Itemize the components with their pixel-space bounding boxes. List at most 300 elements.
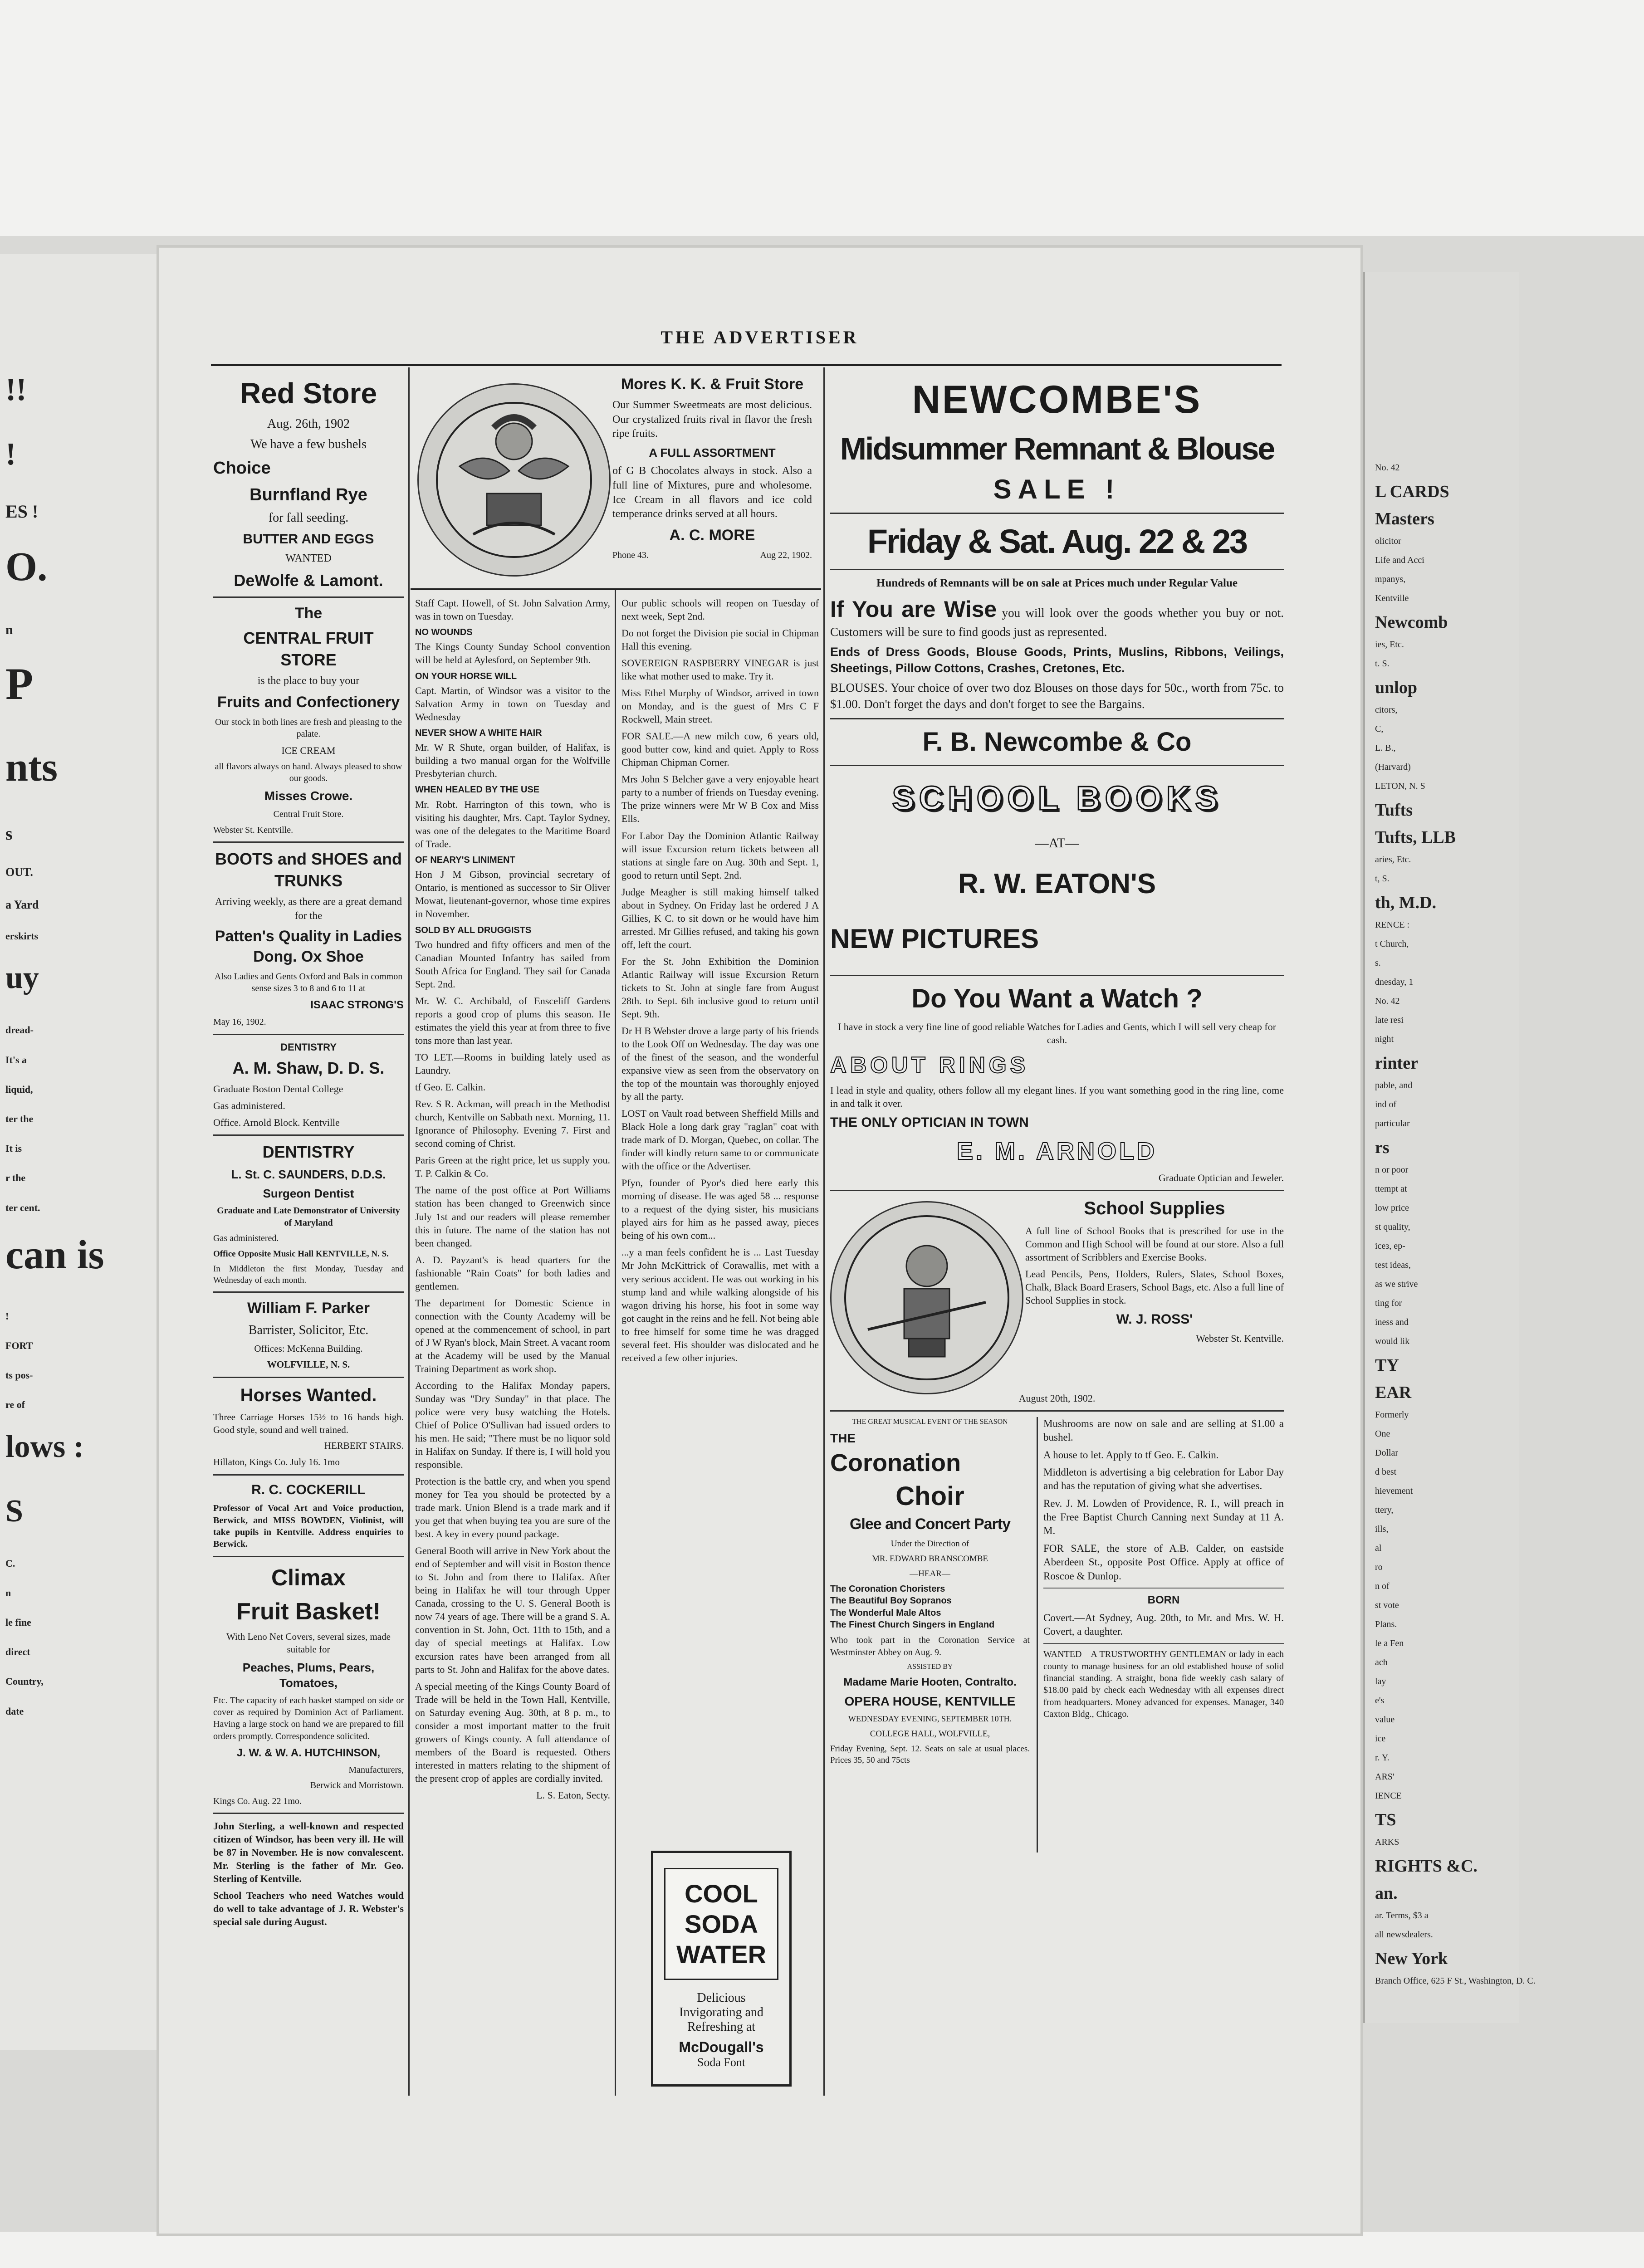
section-rule [411, 588, 821, 590]
fragment-text: liquid, [5, 1083, 33, 1095]
ad-phone: Phone 43. [612, 550, 649, 560]
card-text: Barrister, Solicitor, Etc. [248, 1323, 369, 1337]
ad-subhead: WHEN HEALED BY THE USE [415, 785, 540, 795]
ad-title: BOOTS and SHOES and TRUNKS [215, 850, 402, 890]
fragment-text: ro [1375, 1562, 1383, 1572]
news-item: Mushrooms are now on sale and are selling at $1.00 a bushel. [1043, 1418, 1284, 1443]
newcombe-ad [830, 374, 1284, 759]
fragment-text: C. [5, 1557, 15, 1569]
ad-text: Soda Font [697, 2056, 746, 2069]
ad-title: NEW PICTURES [830, 924, 1039, 954]
wanted-notice: WANTED—A TRUSTWORTHY GENTLEMAN or lady in each county to manage business for an old established house of solid financial standing. A straight, bona fide weekly cash salary of $18.00 paid by check each Wednesday with all expenses direct from headquarters. Money advanced for expenses. Manager, 340 Caxton Bldg., Chicago. [1043, 1649, 1284, 1720]
ad-title: SCHOOL BOOKS [892, 779, 1222, 817]
fragment-text: New York [1375, 1949, 1448, 1968]
born-heading: BORN [1147, 1593, 1180, 1606]
fragment-text: P [5, 659, 34, 709]
ad-text: Lead Pencils, Pens, Holders, Rulers, Slates, School Boxes, Chalk, Black Board Erasers, School Bags, etc. Also a full line of School Supplies in stock. [1025, 1268, 1284, 1306]
fragment-text: iness and [1375, 1317, 1409, 1327]
fragment-text: EAR [1375, 1383, 1412, 1402]
ad-text: Our Summer Sweetmeats are most delicious. Our crystalized fruits rival in flavor the fresh ripe fruits. [612, 399, 812, 440]
fragment-text: le fine [5, 1617, 31, 1628]
fragment-text: L. B., [1375, 743, 1396, 753]
news-item: Mr. W. C. Archibald, of Ensceliff Gardens reports a good crop of plums this season. He estimates the yield this year at from three to five tons more than last year. [415, 995, 610, 1046]
fragment-text: direct [5, 1646, 30, 1658]
ad-text: —HEAR— [910, 1569, 950, 1579]
fragment-text: iceз, ep- [1375, 1241, 1405, 1251]
cockerill-card [213, 1481, 404, 1550]
fragment-text: ind of [1375, 1100, 1397, 1110]
news-item: Our public schools will reopen on Tuesday of next week, Sept 2nd. [621, 597, 819, 622]
ad-text: Arriving weekly, as there are a great demand for the [215, 896, 402, 921]
fragment-text: ter the [5, 1113, 34, 1124]
ad-text: ICE CREAM [281, 744, 336, 756]
fragment-text: d best [1375, 1467, 1397, 1477]
fragment-text: citors, [1375, 705, 1398, 715]
fragment-text: lows : [5, 1429, 84, 1464]
boots-shoes-ad [213, 848, 404, 1028]
fragment-text: No. 42 [1375, 463, 1400, 473]
fragment-text: ttempt at [1375, 1184, 1407, 1194]
ad-text: Patten's Quality in Ladies Dong. Ox Shoe [215, 927, 402, 965]
fragment-text: ach [1375, 1657, 1388, 1667]
ad-text: Central Fruit Store. [273, 809, 344, 820]
fragment-text: ar. Terms, $3 a [1375, 1911, 1429, 1921]
news-item: Dr H B Webster drove a large party of his friends to the Look Off on Wednesday. The day was one of the finest of the season, and the wonderful expansive view as seen from the observatory on the top of the mountain was thoroughly enjoyed by all the party. [621, 1025, 819, 1103]
ad-text: Webster St. Kentville. [1196, 1333, 1284, 1344]
fragment-text: ES ! [5, 501, 39, 522]
column-divider [1037, 1417, 1038, 1853]
red-store-ad [213, 374, 404, 591]
local-notices [1043, 1417, 1284, 1724]
arnold-ad [830, 982, 1284, 1184]
fragment-text: olicitor [1375, 536, 1401, 546]
ad-firm: DeWolfe & Lamont. [234, 571, 383, 590]
fragment-text: can is [5, 1232, 104, 1277]
fragment-text: ttery, [1375, 1505, 1394, 1515]
news-item: Hon J M Gibson, provincial secretary of Ontario, is mentioned as successor to Sir Oliver Mowat, lieutenant-governor, whose time expires in November. [415, 869, 610, 920]
fragment-text: Newcomb [1375, 613, 1448, 632]
climax-basket-ad [213, 1563, 404, 1807]
ad-subhead: SOLD BY ALL DRUGGISTS [415, 925, 532, 935]
fragment-text: t Church, [1375, 939, 1409, 949]
card-name: R. C. COCKERILL [251, 1482, 366, 1497]
ad-heading: ABOUT RINGS [830, 1052, 1029, 1078]
ad-text: BUTTER AND EGGS [243, 531, 374, 547]
ad-text: Fruits and Confectionery [217, 694, 400, 711]
news-item: Protection is the battle cry, and when you spend money for Tea you should be protected by a trade mark. Union Blend is a trade mark and if you get that when buying tea you are sure of the best. A key in every pound package. [415, 1476, 610, 1540]
news-item: FOR SALE.—A new milch cow, 6 years old, good butter cow, kind and quiet. Apply to Ross Chipman Chipman Corner. [621, 730, 819, 768]
ad-text: Burnfland Rye [250, 485, 367, 504]
fragment-text: !! [5, 372, 27, 407]
news-item: FOR SALE, the store of A.B. Calder, on eastside Aberdeen St., opposite Post Office. Apply at office of Roscoe & Dunlop. [1043, 1542, 1284, 1582]
fragment-text: C, [1375, 724, 1384, 734]
cupid-engraving [417, 383, 611, 577]
fragment-text: Masters [1375, 509, 1434, 528]
fragment-text: Tufts, LLB [1375, 828, 1456, 847]
ad-date: August 20th, 1902. [1018, 1392, 1096, 1404]
ad-text: HERBERT STAIRS. [324, 1440, 404, 1452]
fragment-text: TY [1375, 1356, 1399, 1375]
fragment-text: n of [1375, 1581, 1390, 1591]
ad-firm: F. B. Newcombe & Co [922, 727, 1192, 757]
ad-title: Midsummer Remnant & Blouse [840, 430, 1274, 466]
ad-date: WEDNESDAY EVENING, SEPTEMBER 10TH. [848, 1714, 1012, 1723]
ad-firm: E. M. ARNOLD [957, 1137, 1157, 1165]
fragment-text: ies, Etc. [1375, 640, 1404, 650]
more-ad-text [612, 374, 812, 565]
ad-subhead: ON YOUR HORSE WILL [415, 671, 517, 681]
column-divider [823, 367, 825, 2096]
fragment-text: mpanys, [1375, 574, 1406, 584]
card-name: A. M. Shaw, D. D. S. [232, 1058, 385, 1077]
fragment-text: OUT. [5, 865, 33, 879]
fragment-text: nts [5, 745, 58, 790]
fragment-text: ts pos- [5, 1369, 33, 1381]
fragment-text: re of [5, 1399, 25, 1411]
ad-text: Our stock in both lines are fresh and pleasing to the palate. [215, 717, 402, 739]
ad-text: of G B Chocolates always in stock. Also a full line of Mixtures, pure and wholesome. Ice Cream in all flavors and ice cold temperance drinks served at all hours. [612, 465, 812, 520]
ad-title: Red Store [240, 377, 377, 410]
fragment-text: th, M.D. [1375, 893, 1437, 912]
ad-text: Also Ladies and Gents Oxford and Bals in common sense sizes 3 to 8 and 6 to 11 at [214, 971, 403, 994]
ad-text: for fall seeding. [268, 510, 349, 525]
cupid-illustration-icon [432, 398, 596, 562]
news-item: For the St. John Exhibition the Dominion Atlantic Railway will issue Excursion Return tickets to St. John at single fare from August 28th. to Sept. 6th inclusive good to return until Sept. 9th. [621, 955, 819, 1020]
fragment-text: LETON, N. S [1375, 781, 1425, 791]
card-text: Surgeon Dentist [263, 1187, 354, 1201]
fragment-text: night [1375, 1034, 1394, 1044]
fragment-text: ice [1375, 1734, 1386, 1744]
news-item: Rev. S R. Ackman, will preach in the Methodist church, Kentville on Sabbath next. Morning, 11. Ignorance of Philosophy. Evening 7. First and second coming of Christ. [415, 1098, 610, 1149]
ad-text: Berwick and Morristown. [310, 1780, 404, 1791]
fragment-text: Dollar [1375, 1448, 1399, 1458]
ad-text: Graduate Optician and Jeweler. [1158, 1172, 1284, 1183]
fragment-text: ter cent. [5, 1202, 40, 1213]
ad-firm: Misses Crowe. [264, 789, 353, 803]
news-item: Rev. J. M. Lowden of Providence, R. I., will preach in the Free Baptist Church Canning next Sunday at 11 A. M. [1043, 1497, 1284, 1537]
fragment-text: Formerly [1375, 1410, 1409, 1420]
card-text: In Middleton the first Monday, Tuesday and Wednesday of each month. [213, 1264, 404, 1285]
ad-firm: McDougall's [679, 2039, 764, 2056]
born-notice: Covert.—At Sydney, Aug. 20th, to Mr. and Mrs. W. H. Covert, a daughter. [1043, 1612, 1284, 1637]
card-text: WOLFVILLE, N. S. [267, 1359, 350, 1370]
card-name: L. St. C. SAUNDERS, D.D.S. [231, 1167, 386, 1181]
fragment-text: erskirts [5, 930, 39, 942]
ad-title: COOL [685, 1879, 758, 1908]
news-item: Capt. Martin, of Windsor was a visitor to the Salvation Army in town on Tuesday and Wednesday [415, 684, 610, 723]
fragment-text: ARS' [1375, 1772, 1394, 1782]
ad-text: Under the Direction of [890, 1539, 969, 1549]
news-item: Staff Capt. Howell, of St. John Salvation Army, was in town on Tuesday. [415, 597, 610, 622]
ad-text: BLOUSES. Your choice of over two doz Blouses on those days for 50c., worth from 75c. to $1.00. Don't forget the days and don't forget to see the Bargains. [830, 681, 1284, 711]
news-item: TO LET.—Rooms in building lately used as Laundry. [415, 1051, 610, 1076]
ad-text: Hundreds of Remnants will be on sale at Prices much under Regular Value [876, 577, 1238, 590]
fragment-text: Country, [5, 1676, 44, 1687]
saunders-dentist-card [213, 1141, 404, 1286]
fragment-text: RENCE : [1375, 920, 1410, 930]
ad-text: The Coronation Choristers [830, 1584, 945, 1594]
ad-text: THE GREAT MUSICAL EVENT OF THE SEASON [852, 1418, 1008, 1426]
fragment-text: st quality, [1375, 1222, 1410, 1232]
fragment-text: all newsdealers. [1375, 1930, 1433, 1940]
ad-title: Choir [895, 1481, 964, 1511]
coronation-choir-ad [830, 1417, 1030, 1769]
ad-title: Do You Want a Watch ? [911, 984, 1203, 1014]
fragment-text: L CARDS [1375, 482, 1449, 501]
card-text: Professor of Vocal Art and Voice production, Berwick, and MISS BOWDEN, Violinist, will take pupils in Kentville. Address enquiries to Berwick. [213, 1503, 404, 1549]
ad-firm: R. W. EATON'S [958, 868, 1156, 900]
fragment-text: rs [1375, 1138, 1390, 1157]
ad-text: The Finest Church Singers in England [830, 1620, 995, 1630]
fragment-text: al [1375, 1543, 1382, 1553]
fragment-text: an. [1375, 1884, 1398, 1903]
ad-title: Horses Wanted. [240, 1385, 377, 1405]
fragment-text: O. [5, 544, 48, 589]
ad-venue: COLLEGE HALL, WOLFVILLE, [870, 1729, 990, 1739]
fragment-text: r. Y. [1375, 1753, 1390, 1763]
news-item: A house to let. Apply to tf Geo. E. Calkin. [1043, 1449, 1219, 1461]
fragment-text: (Harvard) [1375, 762, 1411, 772]
news-item: General Booth will arrive in New York about the end of September and will visit in Boston thence to St. John and from there to Halifax. After being in Halifax he will tour through Upper Canada, crossing to the U. S. General Booth is now 74 years of age. There will be a grand S. A. convention in St. John, Oct. 11th to 15th, and a day of special meetings at Halifax. Low excursion rates have been arranged from all parts to St. John and Halifax for the above dates. [415, 1545, 610, 1675]
ross-ad-text [1025, 1197, 1284, 1349]
ad-subhead: NO WOUNDS [415, 627, 473, 638]
ad-text: THE [830, 1431, 856, 1446]
ad-title: Coronation [830, 1449, 961, 1476]
news-item: John Sterling, a well-known and respected citizen of Windsor, has been very ill. He will be 87 in November. He is now convalescent. Mr. Sterling is the father of Mr. Geo. Sterling of Kentville. [213, 1820, 404, 1885]
fragment-text: IENCE [1375, 1791, 1402, 1801]
fragment-text: dread- [5, 1024, 34, 1036]
card-text: Graduate and Late Demonstrator of University of Maryland [217, 1206, 400, 1228]
ad-title: NEWCOMBE'S [912, 378, 1202, 421]
ad-title: WATER [676, 1940, 767, 1969]
newspaper-page [157, 245, 1363, 2236]
ad-title: School Supplies [1084, 1198, 1225, 1218]
right-page-fragment [1363, 272, 1536, 2023]
card-heading: DENTISTRY [280, 1041, 337, 1053]
column-divider [408, 367, 410, 2096]
fragment-text: One [1375, 1429, 1390, 1439]
card-text: Offices: McKenna Building. [254, 1343, 363, 1354]
ad-date: May 16, 1902. [213, 1017, 266, 1027]
fragment-text: t. S. [1375, 659, 1390, 669]
masthead: THE ADVERTISER [661, 327, 859, 347]
news-item: Do not forget the Division pie social in Chipman Hall this evening. [621, 627, 819, 652]
ad-subhead: NEVER SHOW A WHITE HAIR [415, 728, 542, 738]
ad-text: Delicious Invigorating and Refreshing at [679, 1991, 763, 2034]
ad-text: is the place to buy your [257, 675, 360, 687]
news-item: tf Geo. E. Calkin. [415, 1081, 486, 1093]
left-page-fragment [0, 254, 158, 2050]
fragment-text: would lik [1375, 1336, 1410, 1346]
fragment-text: s [5, 823, 13, 844]
news-item: For Labor Day the Dominion Atlantic Railway will issue Excursion return tickets between all stations at single fare on Aug. 30th and Sept. 1, good to return until Sept. 2nd. [621, 830, 819, 881]
news-item: ...y a man feels confident he is ... Last Tuesday Mr John McKittrick of Corawallis, met with a very serious accident. He was out working in his stump land and while walking alongside of his wagon driving his horse, his foot in some way got caught in the reins and he fell. Not being able to free himself for some time he was dragged several feet. His shoulder was dislocated and he received a few other injuries. [621, 1246, 819, 1364]
fragment-text: lay [1375, 1677, 1386, 1686]
ad-text: The Wonderful Male Altos [830, 1608, 941, 1618]
shaw-dentist-card [213, 1041, 404, 1129]
fragment-text: ! [5, 437, 16, 472]
fragment-text: dnesday, 1 [1375, 977, 1414, 987]
fragment-text: Kentville [1375, 593, 1409, 603]
fragment-text: hievement [1375, 1486, 1413, 1496]
fragment-text: le a Fen [1375, 1638, 1404, 1648]
ad-text: Three Carriage Horses 15½ to 16 hands high. Good style, sound and well trained. [213, 1411, 404, 1435]
masthead-rule [211, 364, 1282, 366]
bottom-right-block [830, 1417, 1284, 1853]
ad-text: all flavors always on hand. Always pleased to show our goods. [215, 761, 402, 784]
ad-venue: OPERA HOUSE, KENTVILLE [844, 1694, 1016, 1709]
news-item: L. S. Eaton, Secty. [536, 1789, 610, 1801]
news-item: A. D. Payzant's is head quarters for the fashionable "Rain Coats" for both ladies and gentlemen. [415, 1254, 610, 1292]
fragment-text: Plans. [1375, 1619, 1397, 1629]
fragment-text: unlop [1375, 678, 1417, 697]
news-item: The name of the post office at Port Williams station has been changed to Greenwich since July 1st and our readers will please remember this in future. The name of the station has not been changed. [415, 1184, 610, 1249]
fragment-text: low price [1375, 1203, 1409, 1213]
ad-subtitle: Glee and Concert Party [849, 1515, 1010, 1533]
ad-dates: Friday & Sat. Aug. 22 & 23 [867, 522, 1247, 560]
news-item: The Kings County Sunday School convention will be held at Aylesford, on September 9th. [415, 641, 610, 666]
fragment-text: aries, Etc. [1375, 855, 1411, 865]
fragment-text: RIGHTS &C. [1375, 1857, 1478, 1876]
ad-text: I have in stock a very fine line of good reliable Watches for Ladies and Gents, which I will sell very cheap for cash. [837, 1021, 1277, 1046]
news-item: Miss Ethel Murphy of Windsor, arrived in town on Monday, and is the guest of Mrs C F Rockwell, Main street. [621, 687, 819, 725]
fragment-text: date [5, 1705, 24, 1717]
fragment-text: Branch Office, 625 F St., Washington, D. C. [1375, 1976, 1536, 1986]
ad-firm: J. W. & W. A. HUTCHINSON, [236, 1747, 381, 1760]
fragment-text: n [5, 1587, 11, 1598]
ad-heading: If You are Wise [830, 596, 997, 622]
school-engraving [830, 1201, 1023, 1394]
more-ad [413, 374, 819, 587]
fragment-text: st vote [1375, 1600, 1399, 1610]
column-2 [415, 596, 610, 2093]
news-item: Mrs John S Belcher gave a very enjoyable heart party to a number of friends on Tuesday evening. The prize winners were Mr W B Cox and Miss Ells. [621, 773, 819, 825]
eaton-ad [830, 772, 1284, 969]
ad-text: A full line of School Books that is prescribed for use in the Common and High School will be found at our store. Also a full assortment of Scribblers and Exercise Books. [1025, 1225, 1284, 1263]
ad-heading: THE ONLY OPTICIAN IN TOWN [830, 1115, 1029, 1130]
ad-firm: A. C. MORE [669, 526, 755, 544]
fragment-text: r the [5, 1172, 26, 1184]
fragment-text: ! [5, 1310, 9, 1322]
card-text: Gas administered. [213, 1100, 285, 1112]
fragment-text: n or poor [1375, 1165, 1409, 1175]
ad-date: Aug 22, 1902. [760, 550, 812, 560]
card-name: William F. Parker [247, 1299, 370, 1317]
ad-text: Manufacturers, [348, 1765, 404, 1775]
column-4 [830, 374, 1284, 2098]
ad-text: Hillaton, Kings Co. July 16. 1mo [213, 1456, 340, 1467]
card-text: Office. Arnold Block. Kentville [213, 1117, 340, 1129]
wise-paragraph [830, 594, 1284, 640]
central-fruit-ad [213, 603, 404, 836]
ad-text: Ends of Dress Goods, Blouse Goods, Prints, Muslins, Ribbons, Veilings, Sheetings, Pillow Cottons, Crashes, Cretones, Etc. [830, 645, 1284, 675]
column-divider [615, 590, 616, 2096]
ad-subhead: OF NEARY'S LINIMENT [415, 855, 515, 865]
ross-school-supplies-ad [830, 1197, 1284, 1392]
fragment-text: e's [1375, 1696, 1385, 1706]
fragment-text: ting for [1375, 1298, 1402, 1308]
fragment-text: FORT [5, 1340, 33, 1351]
fragment-text: value [1375, 1715, 1395, 1725]
ad-text: The [294, 605, 323, 622]
fragment-text: particular [1375, 1119, 1410, 1129]
ad-title: CENTRAL FRUIT STORE [243, 629, 374, 669]
ad-text: Webster St. Kentville. [213, 825, 294, 835]
ad-title: Climax [271, 1564, 346, 1590]
ad-text: Who took part in the Coronation Service at Westminster Abbey on Aug. 9. [830, 1635, 1030, 1657]
ad-heading: A FULL ASSORTMENT [649, 445, 776, 459]
column-1 [213, 374, 404, 2093]
parker-card [213, 1298, 404, 1371]
news-item: SOVEREIGN RASPBERRY VINEGAR is just like what mother used to make. Try it. [621, 657, 819, 682]
news-item: Paris Green at the right price, let us supply you. T. P. Calkin & Co. [415, 1154, 610, 1179]
fragment-text: n [5, 622, 13, 637]
fragment-text: a Yard [5, 898, 39, 911]
card-text: Graduate Boston Dental College [213, 1083, 343, 1095]
news-item: Middleton is advertising a big celebration for Labor Day and has the reputation of giving what she advertises. [1043, 1466, 1284, 1492]
fragment-text: S [5, 1493, 23, 1529]
ad-text: Etc. The capacity of each basket stamped on side or cover as required by Dominion Act of Parliament. Having a large stock on hand we are prepared to fill orders promptly. Correspondence solicited. [213, 1695, 404, 1741]
soda-water-ad [651, 1851, 792, 2087]
column-3 [621, 596, 819, 1830]
fragment-text: t, S. [1375, 874, 1390, 884]
ad-text: The Beautiful Boy Sopranos [830, 1596, 952, 1606]
card-heading: DENTISTRY [262, 1143, 355, 1162]
ad-firm: W. J. ROSS' [1116, 1311, 1193, 1327]
fragment-text: uy [5, 960, 39, 996]
news-item: LOST on Vault road between Sheffield Mills and Black Hole a long dark gray "raglan" coat with trade mark of D. Morgan, Quebec, on collar. The finder will kindly return same to or communicate with the office or the Advertiser. [621, 1108, 819, 1172]
fragment-text: s. [1375, 958, 1381, 968]
news-item: School Teachers who need Watches would do well to take advantage of J. R. Webster's special sale during August. [213, 1890, 404, 1928]
ad-firm: ISAAC STRONG'S [310, 999, 404, 1012]
soda-inner-box [664, 1868, 778, 1980]
ad-title: Mores K. K. & Fruit Store [621, 376, 804, 393]
school-child-illustration-icon [841, 1212, 1013, 1384]
news-item: Two hundred and fifty officers and men of the Canadian Mounted Infantry has sailed from South Africa for England. They sail for Canada Sept. 2nd. [415, 938, 610, 990]
card-text: Gas administered. [213, 1233, 279, 1244]
ad-text: We have a few bushels [250, 437, 367, 452]
ad-text: I lead in style and quality, others follow all my elegant lines. If you want something good in the ring line, come in and talk it over. [830, 1084, 1284, 1109]
ad-text: Madame Marie Hooten, Contralto. [843, 1676, 1017, 1689]
horses-wanted-ad [213, 1383, 404, 1469]
fragment-text: TS [1375, 1810, 1396, 1829]
ad-text: you will look over the goods whether you buy or not. Customers will be sure to find goods just as represented. [830, 606, 1284, 639]
fragment-text: It's a [5, 1054, 27, 1066]
ad-date: Kings Co. Aug. 22 1mo. [213, 1796, 302, 1806]
ad-title: Fruit Basket! [236, 1598, 381, 1625]
fragment-text: No. 42 [1375, 996, 1400, 1006]
ad-text: ASSISTED BY [907, 1663, 953, 1671]
ad-title: SODA [685, 1909, 758, 1938]
ad-text: With Leno Net Covers, several sizes, made suitable for [226, 1631, 391, 1655]
fragment-text: late resi [1375, 1015, 1404, 1025]
fragment-text: Tufts [1375, 801, 1413, 820]
news-item: The department for Domestic Science in connection with the County Academy will be opened at the commencement of school, in part of J W Ryan's block, Main Street. A vacant room at the Academy will be used by the Manual Training Department as work shop. [415, 1297, 610, 1374]
ad-text: Friday Evening, Sept. 12. Seats on sale at usual places. Prices 35, 50 and 75cts [830, 1744, 1030, 1765]
ad-text: WANTED [285, 552, 332, 565]
ad-text: Choice [213, 459, 271, 478]
ad-footer [612, 549, 812, 561]
ad-text: —AT— [1035, 835, 1079, 850]
news-item: According to the Halifax Monday papers, Sunday was "Dry Sunday" in that place. The police were very busy watching the Hotels. Chief of Police O'Sullivan had issued orders to his men. He said; "There must be no liquor sold in Halifax on Sunday. If there is, I will hold you responsible. [415, 1379, 610, 1471]
ad-title: SALE ! [993, 474, 1121, 504]
news-item: Mr. Robt. Harrington of this town, who is visiting his daughter, Mrs. Capt. Taylor Sydney, was one of the delegates to the Maritime Board of Trade. [415, 798, 610, 850]
fragment-text: as we strive [1375, 1279, 1418, 1289]
card-text: Office Opposite Music Hall KENTVILLE, N. S. [213, 1249, 389, 1259]
fragment-text: rinter [1375, 1054, 1418, 1073]
ad-date: Aug. 26th, 1902 [267, 417, 350, 431]
news-item: A special meeting of the Kings County Board of Trade will be held in the Town Hall, Kentville, on Saturday evening Aug. 30th, at 8 p. m., to consider a most important matter to the fruit growers of Kings county. A full attendance of members of the Board is requested. Others interested in matters relating to the shipment of the present crop of apples are cordially invited. [415, 1680, 610, 1784]
